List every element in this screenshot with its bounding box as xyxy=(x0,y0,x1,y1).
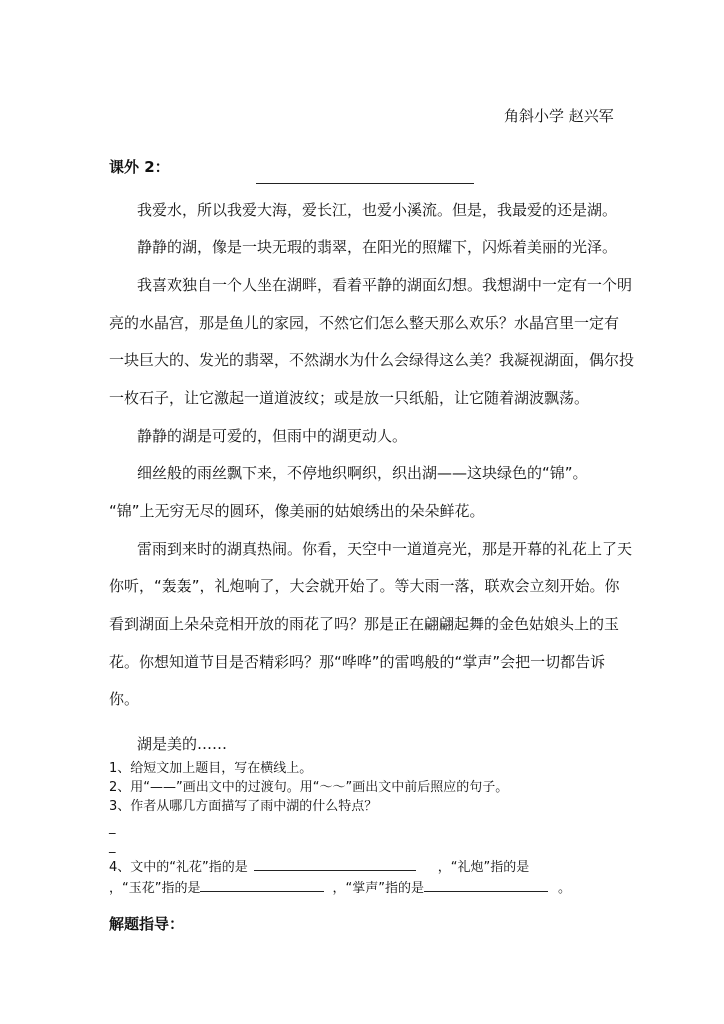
question-2: 2、用“——”画出文中的过渡句。用“～～”画出文中前后照应的句子。 xyxy=(109,780,509,795)
answer-blank-1[interactable]: _ xyxy=(109,820,116,835)
passage-line-13: 花。你想知道节目是否精彩吗？那“哗哗”的雷鸣般的“掌声”会把一切都告诉 xyxy=(109,653,606,671)
passage-line-4: 亮的水晶宫，那是鱼儿的家园，不然它们怎么整天那么欢乐？水晶宫里一定有 xyxy=(109,314,620,332)
question-4-line-2 xyxy=(109,877,571,897)
passage-line-14: 你。 xyxy=(109,690,140,708)
blank-zhangsheng[interactable] xyxy=(424,877,548,892)
passage-line-15: 湖是美的…… xyxy=(137,735,228,753)
q4-end: 。 xyxy=(557,881,571,896)
passage-line-8: 细丝般的雨丝飘下来，不停地织啊织，织出湖——这块绿色的“锦”。 xyxy=(137,464,588,482)
blank-yuhua[interactable] xyxy=(200,877,324,892)
passage-line-2: 静静的湖，像是一块无瑕的翡翠，在阳光的照耀下，闪烁着美丽的光泽。 xyxy=(137,238,618,256)
author-line: 角斜小学 赵兴军 xyxy=(504,107,614,125)
question-3: 3、作者从哪几方面描写了雨中湖的什么特点？ xyxy=(109,799,378,814)
passage-line-5: 一块巨大的、发光的翡翠，不然湖水为什么会绿得这么美？我凝视湖面，偶尔投 xyxy=(109,351,635,369)
passage-line-1: 我爱水，所以我爱大海，爱长江，也爱小溪流。但是，我最爱的还是湖。 xyxy=(137,201,618,219)
question-1: 1、给短文加上题目，写在横线上。 xyxy=(109,761,313,776)
answer-blank-2[interactable]: _ xyxy=(109,839,116,854)
section-title: 课外 2： xyxy=(109,158,170,176)
passage-line-11: 你听，“轰轰”，礼炮响了，大会就开始了。等大雨一落，联欢会立刻开始。你 xyxy=(109,577,620,595)
q4-part-2: ，“礼炮”指的是 xyxy=(437,860,530,875)
passage-line-3: 我喜欢独自一个人坐在湖畔，看着平静的湖面幻想。我想湖中一定有一个明 xyxy=(137,276,633,294)
guide-title: 解题指导： xyxy=(109,915,185,933)
q4-part-4: ，“掌声”指的是 xyxy=(332,881,424,896)
q4-part-1: 4、文中的“礼花”指的是 xyxy=(109,860,248,875)
question-4-line-1 xyxy=(109,856,529,876)
q4-part-3: ，“玉花”指的是 xyxy=(109,881,201,896)
passage-line-12: 看到湖面上朵朵竞相开放的雨花了吗？那是正在翩翩起舞的金色姑娘头上的玉 xyxy=(109,615,620,633)
passage-line-9: “锦”上无穷无尽的圆环，像美丽的姑娘绣出的朵朵鲜花。 xyxy=(109,502,485,520)
title-blank-line xyxy=(256,183,474,184)
passage-line-10: 雷雨到来时的湖真热闹。你看，天空中一道道亮光，那是开幕的礼花上了天 xyxy=(137,540,633,558)
passage-line-6: 一枚石子，让它激起一道道波纹；或是放一只纸船，让它随着湖波飘荡。 xyxy=(109,389,590,407)
passage-line-7: 静静的湖是可爱的，但雨中的湖更动人。 xyxy=(137,427,408,445)
blank-lihua[interactable] xyxy=(254,856,416,871)
